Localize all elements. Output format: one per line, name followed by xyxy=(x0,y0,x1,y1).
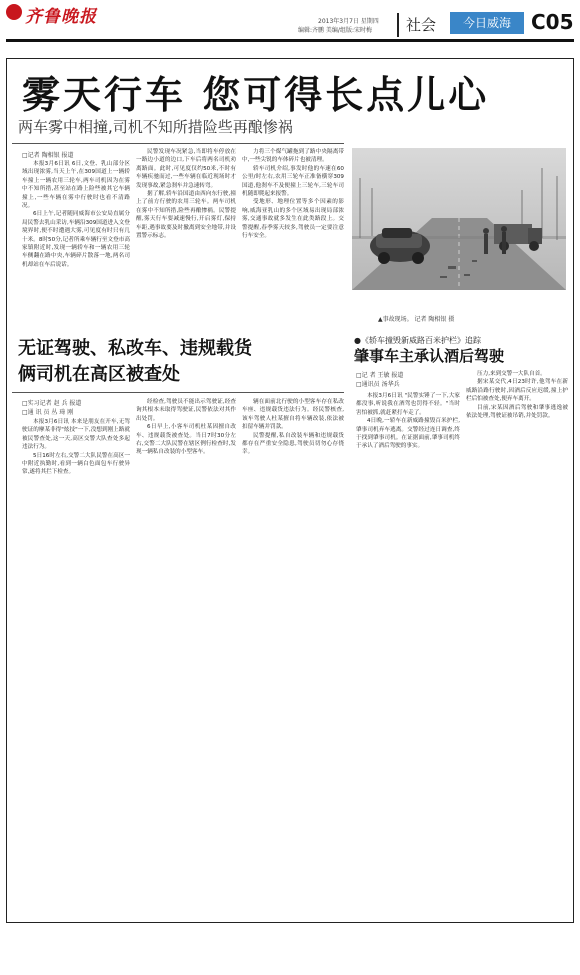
issue-date: 2013年3月7日 星期四 xyxy=(318,18,379,25)
paragraph: 本报3月6日讯 6日,文登、乳山部分区域出现浓雾,当天上午,在309国道上一辆轿车撞上一辆农用三轮车,两车司机因为在雾中不知所措,甚至站在路上险些被其它车辆撞上,一些车辆在雾中行驶时也看不清路况。 xyxy=(22,161,130,210)
article3-byline-2: □通讯员 汤华兵 xyxy=(356,381,400,388)
article3-column-1 xyxy=(356,392,460,518)
paragraph: 本报3月6日讯 本来是朋友在开车,无驾驶证的摩某非得"炫技"一下,没想到刚上路就被民警查处,这一天,高区交警大队查处多起违法行为。 xyxy=(22,419,130,451)
headline-rule xyxy=(12,143,344,144)
paragraph: 压力,来到交警一大队自首。 xyxy=(477,371,546,377)
article2-column-2 xyxy=(136,398,236,518)
section-tab: 今日威海 xyxy=(450,12,524,34)
photo-caption: ▲事故现场。 记者 陶相银 摄 xyxy=(378,316,455,323)
article2-headline-line1: 无证驾驶、私改车、违规载货 xyxy=(18,338,252,359)
paragraph: 民警发现车况紧急,当即将车停放在一路边小道的边口,下车后将两名司机劝离路面。此时,可见度仅约50米,不时有车辆疾驰而过,一些车辆在临近现场时才发现事故,紧急刹车并急速转弯。 xyxy=(136,149,236,189)
article1-byline: □记者 陶相银 报道 xyxy=(22,152,74,159)
paragraph: 5日16时左右,交警二大队民警在高区一中附近执勤时,看到一辆白色面包车行驶异常,遂将其拦下检查。 xyxy=(22,452,130,476)
section-name: 社会 xyxy=(406,16,437,34)
paragraph: 目前,宋某因酒后驾驶和肇事逃逸被依法处理,驾驶证被吊销,并处罚款。 xyxy=(466,404,568,420)
paragraph: 4日晚,一轿车在新威路撞毁百米护栏,肇事司机弃车逃离。交警经过连日调查,终于找到肇事司机。在证据面前,肇事司机终于承认了酒后驾驶的事实。 xyxy=(356,418,460,450)
article1-column-2 xyxy=(136,148,236,328)
article1-column-1 xyxy=(22,160,130,328)
main-headline: 雾天行车 您可得长点儿心 xyxy=(22,73,490,117)
paragraph: 据宋某交代,4日23时许,他驾车在新威路沿路行驶时,因酒后反应迟缓,撞上护栏后怕被查处,便弃车离开。 xyxy=(466,379,568,403)
article2-headline xyxy=(18,336,252,388)
article2-byline-2: □通 讯 员 丛 琦 刚 xyxy=(22,409,74,416)
article3-byline-1: □记 者 王敏 报道 xyxy=(356,372,404,379)
article3-kicker: ●《轿车撞毁新威路百米护栏》追踪 xyxy=(354,336,481,345)
paragraph: 民警提醒,私自改装车辆和违规载货都存在严重安全隐患,驾驶员切勿心存侥幸。 xyxy=(242,432,344,456)
masthead-rule xyxy=(6,39,574,42)
paragraph: 轿车司机介绍,事发时他的车速在60公里/时左右,农用三轮车正准备横穿309国道,他刹车不及便撞上三轮车,三轮车司机随即爬起来报警。 xyxy=(242,165,344,198)
paragraph: 据了解,轿车沿国道由西向东行驶,撞上了前方行驶的农用三轮车。两车司机在雾中不知所措,险些再酿惨祸。民警提醒,雾天行车要减速慢行,开启雾灯,保持车距,遇事故要及时撤离到安全地带,并设置警示标志。 xyxy=(136,191,236,240)
article1-column-3 xyxy=(242,148,344,328)
paragraph: 6日上午,记者随同威海市公安局直属分局民警去乳山采访,车辆沿309国道进入文登境界时,便不时遭遇大雾,可见度有时只有几十米。8时50分,记者所乘车辆行至文登市高家镇附近时,发现一辆轿车和一辆农用三轮车侧翻在路中央,车辆碎片散落一地,两名司机却站在车后说话。 xyxy=(22,211,130,268)
main-subheadline: 两车雾中相撞,司机不知所措险些再酿惨祸 xyxy=(18,118,293,136)
paragraph: 辆在面前北行驶的小型客车存在私改车座、违规载货违法行为。经民警核查,该车驾驶人杜某擅自将车辆改装,依法被扣留车辆并罚款。 xyxy=(242,399,344,431)
paragraph: 本报3月6日讯 "民警实锤了一下,大家都没事,听说我在酒驾也罚得不轻。"当时害怕被抓,就赶紧打车走了。 xyxy=(356,393,460,416)
masthead-divider xyxy=(397,13,399,37)
logo-icon xyxy=(6,4,22,20)
article3-column-2 xyxy=(466,370,568,518)
article2-byline-1: □实习记者 赵 兵 报道 xyxy=(22,400,82,407)
newspaper-logo: 齐鲁晚报 xyxy=(25,7,97,27)
accident-photo xyxy=(352,148,566,290)
paragraph: 力将三个煤气罐拖到了路中央隔离带中,一些尖锐的车体碎片也被清理。 xyxy=(242,149,344,164)
article3-headline: 肇事车主承认酒后驾驶 xyxy=(354,347,505,365)
article2-column-1 xyxy=(22,418,130,514)
page-bottom-margin xyxy=(6,924,574,975)
page-number: C05 xyxy=(531,10,574,34)
paragraph: 受地形、地理位置等多个因素的影响,威海亚乳山的多个区域易出现局部浓雾,交通事故就多发生在此类路段上。交警提醒,春季雾天较多,驾驶员一定要注意行车安全。 xyxy=(242,199,344,240)
paragraph: 经检查,驾驶员不能出示驾驶证,经查询其根本未取得驾驶证,民警依法对其作出处罚。 xyxy=(136,399,236,422)
article2-rule xyxy=(12,392,344,393)
article2-column-3 xyxy=(242,398,344,518)
article2-headline-line2: 俩司机在高区被查处 xyxy=(18,364,180,385)
editor-line: 编辑:齐鹏 美编/组版:宋时梅 xyxy=(298,27,372,34)
paragraph: 6日早上,小客车司机杜某因擅自改车、违规载货被查处。当日7时30分左右,交警二大队民警在辖区例行检查时,发现一辆私自改装的小型客车。 xyxy=(136,424,236,456)
